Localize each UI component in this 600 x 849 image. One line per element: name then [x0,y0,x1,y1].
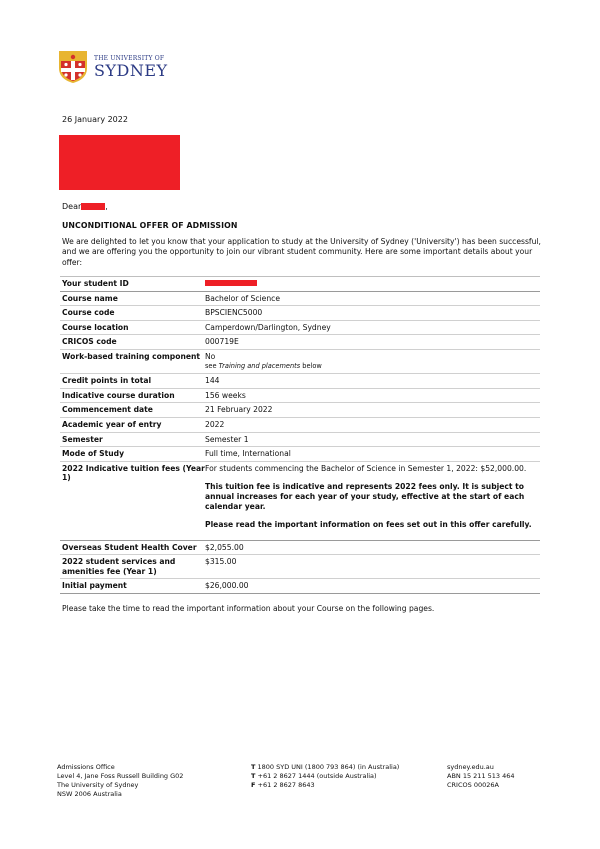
commencement-label: Commencement date [62,405,153,415]
footer-line: The University of Sydney [57,781,139,789]
table-row [60,321,540,336]
redacted-address-block [59,135,180,190]
footer-university-info [447,763,515,790]
footer-line: NSW 2006 Australia [57,790,122,798]
redacted-student-id [205,280,257,286]
table-row [60,579,540,594]
fax-number: +61 2 8627 8643 [257,781,315,789]
logo-big-text: SYDNEY [94,60,168,80]
university-logo [58,50,168,84]
table-row [60,335,540,350]
credit-points-label: Credit points in total [62,376,152,386]
table-row [60,374,540,389]
course-location-value: Camperdown/Darlington, Sydney [205,322,331,332]
table-row [60,350,540,374]
commencement-value: 21 February 2022 [205,405,273,415]
table-row [60,447,540,462]
academic-year-value: 2022 [205,419,225,429]
cricos-label: CRICOS code [62,337,117,347]
oshc-value: $2,055.00 [205,542,244,552]
work-training-note: see Training and placements below [205,361,322,370]
table-row [60,306,540,321]
logo-small-text: THE UNIVERSITY OF [94,54,165,62]
course-location-label: Course location [62,322,129,332]
work-training-value: No [205,351,216,361]
credit-points-value: 144 [205,376,220,386]
tuition-fees-text: For students commencing the Bachelor of Science in Semester 1, 2022: $52,000.00. [205,463,527,473]
course-name-value: Bachelor of Science [205,293,280,303]
university-crest-icon [58,50,88,84]
salutation: Dear , [62,202,108,211]
phone-label: T [251,772,256,780]
salutation-text: Dear [62,202,82,211]
course-code-value: BPSCIENC5000 [205,308,263,318]
fees-information-notice: Please read the important information on fees set out in this offer carefully. [205,520,532,530]
abn-number: ABN 15 211 513 464 [447,772,515,780]
phone-international: +61 2 8627 1444 (outside Australia) [257,772,377,780]
table-row [60,403,540,418]
duration-value: 156 weeks [205,390,246,400]
academic-year-label: Academic year of entry [62,419,162,429]
course-code-label: Course code [62,308,115,318]
mode-label: Mode of Study [62,449,125,459]
semester-label: Semester [62,434,103,444]
ssaf-value: $315.00 [205,557,237,567]
footer-line: Level 4, Jane Foss Russell Building G02 [57,772,184,780]
phone-label: T [251,763,256,771]
tuition-fees-label: 2022 Indicative tuition fees (Year 1) [62,463,205,483]
website-link[interactable]: sydney.edu.au [447,763,494,771]
footer-line: Admissions Office [57,763,115,771]
cricos-value: 000719E [205,337,239,347]
fax-label: F [251,781,256,789]
letter-date: 26 January 2022 [62,115,128,124]
offer-details-table [60,276,540,594]
table-row [60,462,540,541]
table-row [60,292,540,307]
mode-value: Full time, International [205,449,291,459]
initial-payment-label: Initial payment [62,581,127,591]
table-row [60,418,540,433]
footer-contact [251,763,399,790]
cricos-provider: CRICOS 00026A [447,781,499,789]
work-training-label: Work-based training component [62,351,201,361]
offer-heading: UNCONDITIONAL OFFER OF ADMISSION [62,221,238,230]
redacted-name [81,203,105,210]
oshc-label: Overseas Student Health Cover [62,542,197,552]
table-row [60,555,540,579]
table-row [60,277,540,292]
closing-paragraph: Please take the time to read the important information about your Course on the following pages. [62,604,435,613]
initial-payment-value: $26,000.00 [205,581,249,591]
student-id-label: Your student ID [62,279,129,288]
tuition-fees-notice: This tuition fee is indicative and represents 2022 fees only. It is subject to annual increases for each year of your study, effective at the start of each calendar year. [205,482,525,511]
ssaf-label: 2022 student services and amenities fee (Year 1) [62,557,176,576]
duration-label: Indicative course duration [62,390,175,400]
course-name-label: Course name [62,293,118,303]
table-row [60,433,540,448]
footer-address [57,763,183,799]
table-row [60,541,540,556]
semester-value: Semester 1 [205,434,249,444]
phone-domestic: 1800 SYD UNI (1800 793 864) (in Australia) [257,763,400,771]
table-row [60,389,540,404]
intro-paragraph: We are delighted to let you know that your application to study at the University of Sydney ('University') has been successful, and we are offering you the opportunity to join our vibrant student community. Here are some important details about your offer: [62,237,541,267]
